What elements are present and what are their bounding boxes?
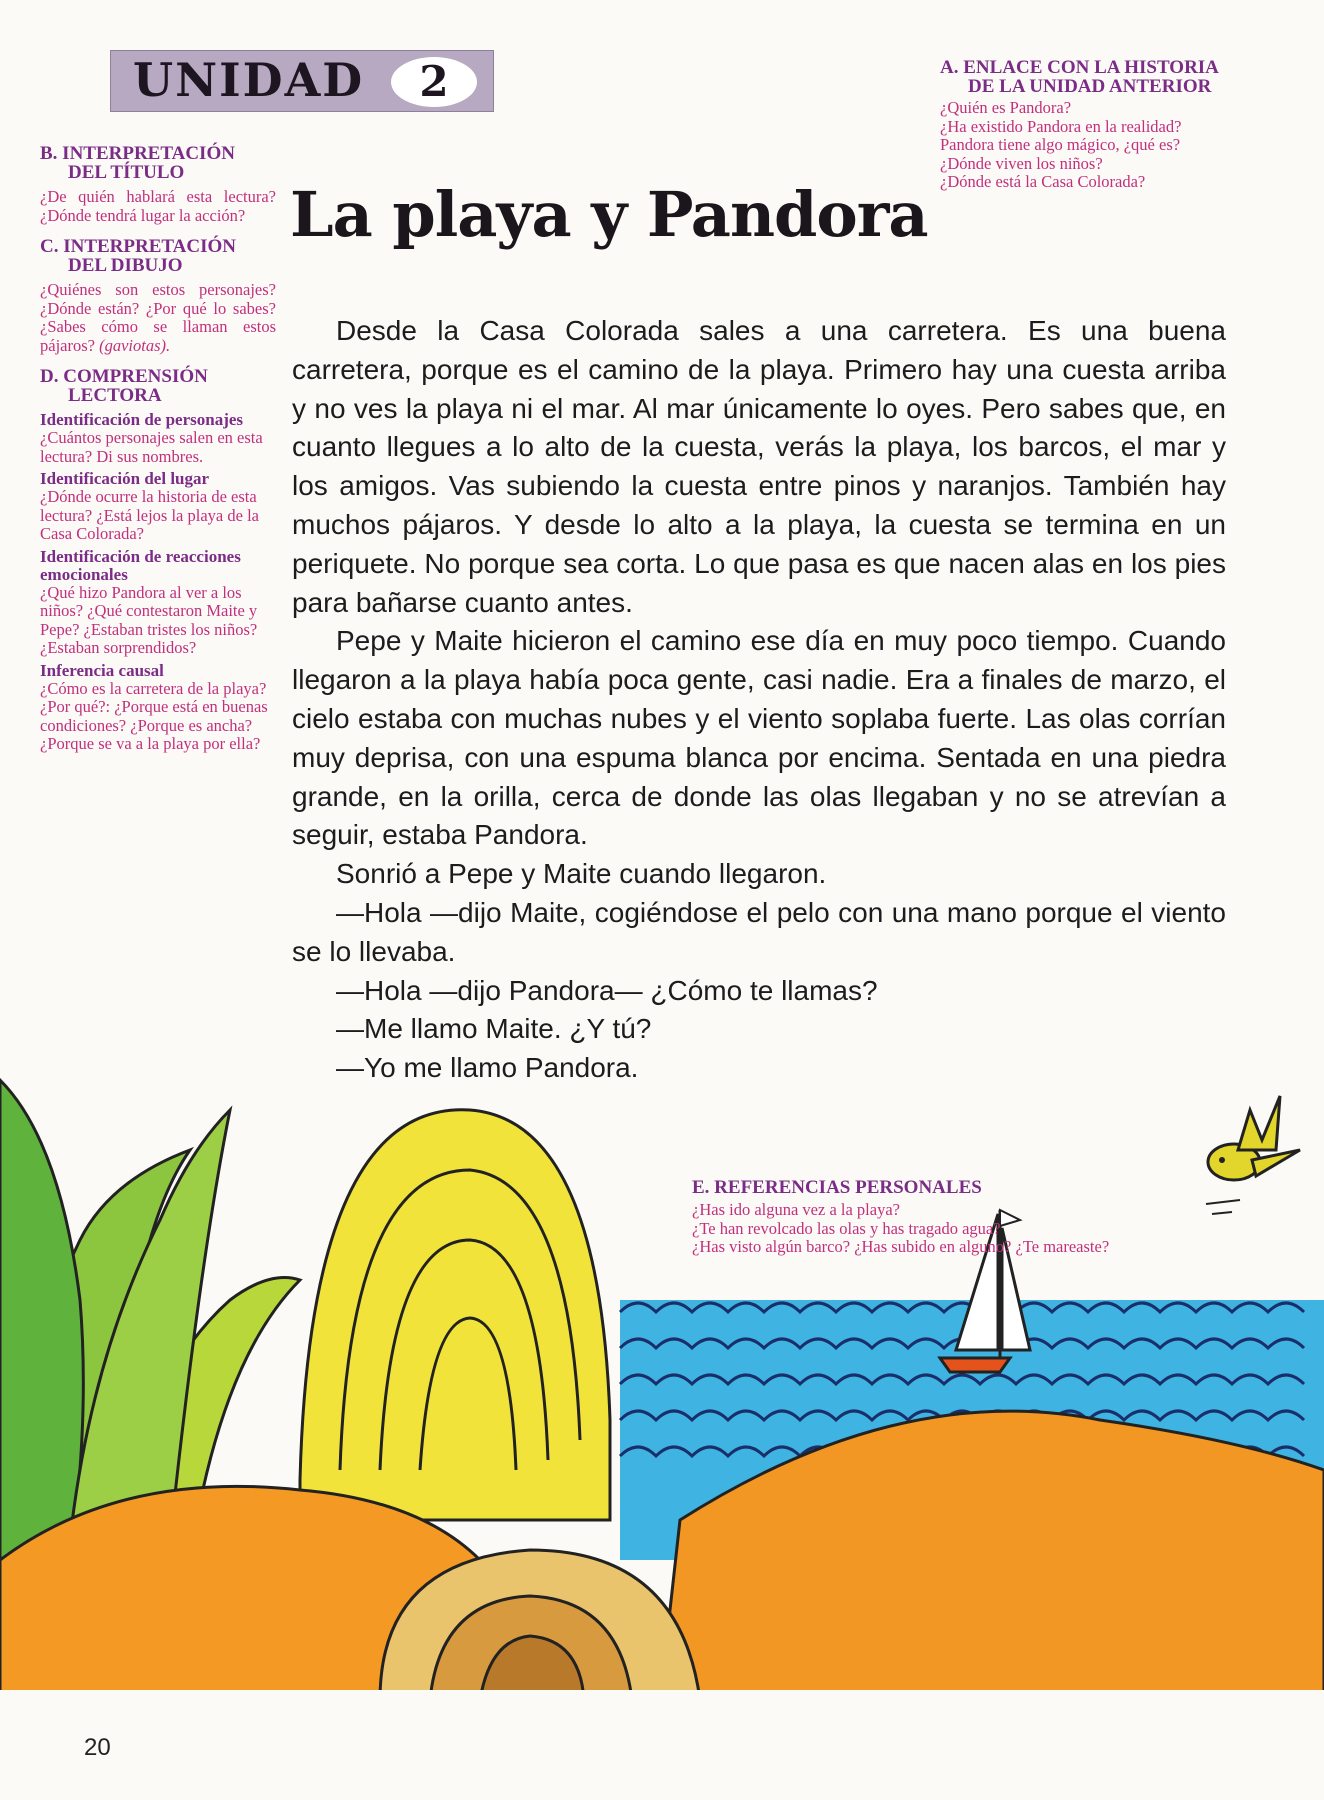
section-d-title-line1: D. COMPRENSIÓN bbox=[40, 366, 208, 387]
section-a-question: Pandora tiene algo mágico, ¿qué es? bbox=[940, 135, 1181, 154]
yellow-hill bbox=[300, 1110, 610, 1520]
section-d-text: ¿Qué hizo Pandora al ver a los niños? ¿Qué contestaron Maite y Pepe? ¿Estaban tristes los niños? ¿Estaban sorprendidos? bbox=[40, 582, 258, 657]
section-d-subtitle: Inferencia causal bbox=[40, 660, 164, 680]
story-dialogue: —Hola —dijo Pandora— ¿Cómo te llamas? bbox=[336, 974, 878, 1006]
section-b-questions bbox=[40, 188, 276, 225]
section-d-text: ¿Cómo es la carretera de la playa? ¿Por qué?: ¿Porque está en buenas condiciones? ¿Porque es ancha? ¿Porque se va a la playa por ella? bbox=[40, 678, 268, 753]
section-b-title-line2: DEL TÍTULO bbox=[68, 162, 185, 183]
section-b-question: ¿Dónde tendrá lugar la acción? bbox=[40, 205, 246, 225]
section-a-question: ¿Dónde viven los niños? bbox=[940, 153, 1103, 173]
section-a-question: ¿Dónde está la Casa Colorada? bbox=[940, 172, 1146, 191]
story-dialogue: —Yo me llamo Pandora. bbox=[336, 1052, 639, 1084]
section-c-text bbox=[40, 281, 276, 355]
section-e bbox=[692, 1178, 1252, 1257]
story-paragraph: Sonrió a Pepe y Maite cuando llegaron. bbox=[336, 858, 827, 890]
section-d-title-line2: LECTORA bbox=[68, 385, 162, 406]
section-a bbox=[940, 58, 1280, 192]
section-c-title bbox=[40, 237, 276, 275]
section-a-title-line1: A. ENLACE CON LA HISTORIA bbox=[940, 57, 1219, 78]
section-a-question: ¿Ha existido Pandora en la realidad? bbox=[940, 116, 1182, 136]
section-d-text: ¿Cuántos personajes salen en esta lectura? Di sus nombres. bbox=[40, 428, 263, 466]
section-a-title bbox=[940, 58, 1280, 96]
section-d-subtitle: Identificación de reacciones emocionales bbox=[40, 546, 241, 584]
section-b-title bbox=[40, 144, 276, 182]
section-e-questions bbox=[692, 1201, 1252, 1257]
section-c-answer: (gaviotas). bbox=[99, 335, 171, 355]
unit-number: 2 bbox=[391, 57, 477, 107]
section-d-subtitle: Identificación de personajes bbox=[40, 410, 244, 429]
unit-label: UNIDAD bbox=[133, 53, 365, 107]
story-paragraph: Pepe y Maite hicieron el camino ese día en muy poco tiempo. Cuando llegaron a la playa había poca gente, casi nadie. Era a finales de marzo, el cielo estaba con muchas nubes y el viento soplaba fuerte. Las olas corrían muy deprisa, con una espuma blanca por encima. Sentada en una piedra grande, en la orilla, cerca de donde las olas llegaban y no se atrevían a seguir, estaba Pandora. bbox=[292, 625, 1226, 851]
section-d-title bbox=[40, 367, 276, 405]
section-d-subtitle: Identificación del lugar bbox=[40, 469, 210, 488]
section-b-question: ¿De quién hablará esta lectura? bbox=[40, 187, 276, 206]
section-c-title-line1: C. INTERPRETACIÓN bbox=[40, 236, 237, 257]
beach-illustration bbox=[0, 1000, 1324, 1700]
section-d-text: ¿Dónde ocurre la historia de esta lectura? ¿Está lejos la playa de la Casa Colorada? bbox=[40, 487, 259, 543]
section-b-title-line1: B. INTERPRETACIÓN bbox=[40, 143, 235, 164]
page-title: La playa y Pandora bbox=[290, 178, 928, 251]
section-a-questions bbox=[940, 99, 1280, 192]
story-dialogue: —Hola —dijo Maite, cogiéndose el pelo con una mano porque el viento se lo llevaba. bbox=[292, 896, 1226, 967]
left-column bbox=[40, 144, 276, 754]
story-text bbox=[292, 312, 1226, 1088]
section-e-question: ¿Te han revolcado las olas y has tragado agua? bbox=[692, 1218, 1001, 1238]
unit-badge bbox=[110, 50, 494, 112]
section-e-question: ¿Has ido alguna vez a la playa? bbox=[692, 1200, 900, 1219]
section-e-title: E. REFERENCIAS PERSONALES bbox=[692, 1177, 982, 1198]
section-c-questions: ¿Quiénes son estos personajes? ¿Dónde están? ¿Por qué lo sabes? ¿Sabes cómo se llaman estos pájaros? bbox=[40, 280, 276, 355]
page-number: 20 bbox=[84, 1734, 111, 1761]
story-paragraph: Desde la Casa Colorada sales a una carretera. Es una buena carretera, porque es el camino de la playa. Primero hay una cuesta arriba y no ves la playa ni el mar. Al mar únicamente lo oyes. Pero sabes que, en cuanto llegues a lo alto de la cuesta, verás la playa, los barcos, el mar y los amigos. Vas subiendo la cuesta entre pinos y naranjos. También hay muchos pájaros. Y desde lo alto a la playa, la cuesta se termina en un periquete. No porque sea corta. Lo que pasa es que nacen alas en los pies para bañarse cuanto antes. bbox=[292, 315, 1226, 618]
section-a-title-line2: DE LA UNIDAD ANTERIOR bbox=[968, 76, 1212, 97]
story-dialogue: —Me llamo Maite. ¿Y tú? bbox=[336, 1013, 652, 1045]
section-e-question: ¿Has visto algún barco? ¿Has subido en alguno? ¿Te mareaste? bbox=[692, 1237, 1110, 1256]
section-c-title-line2: DEL DIBUJO bbox=[68, 255, 183, 276]
section-a-question: ¿Quién es Pandora? bbox=[940, 98, 1072, 117]
